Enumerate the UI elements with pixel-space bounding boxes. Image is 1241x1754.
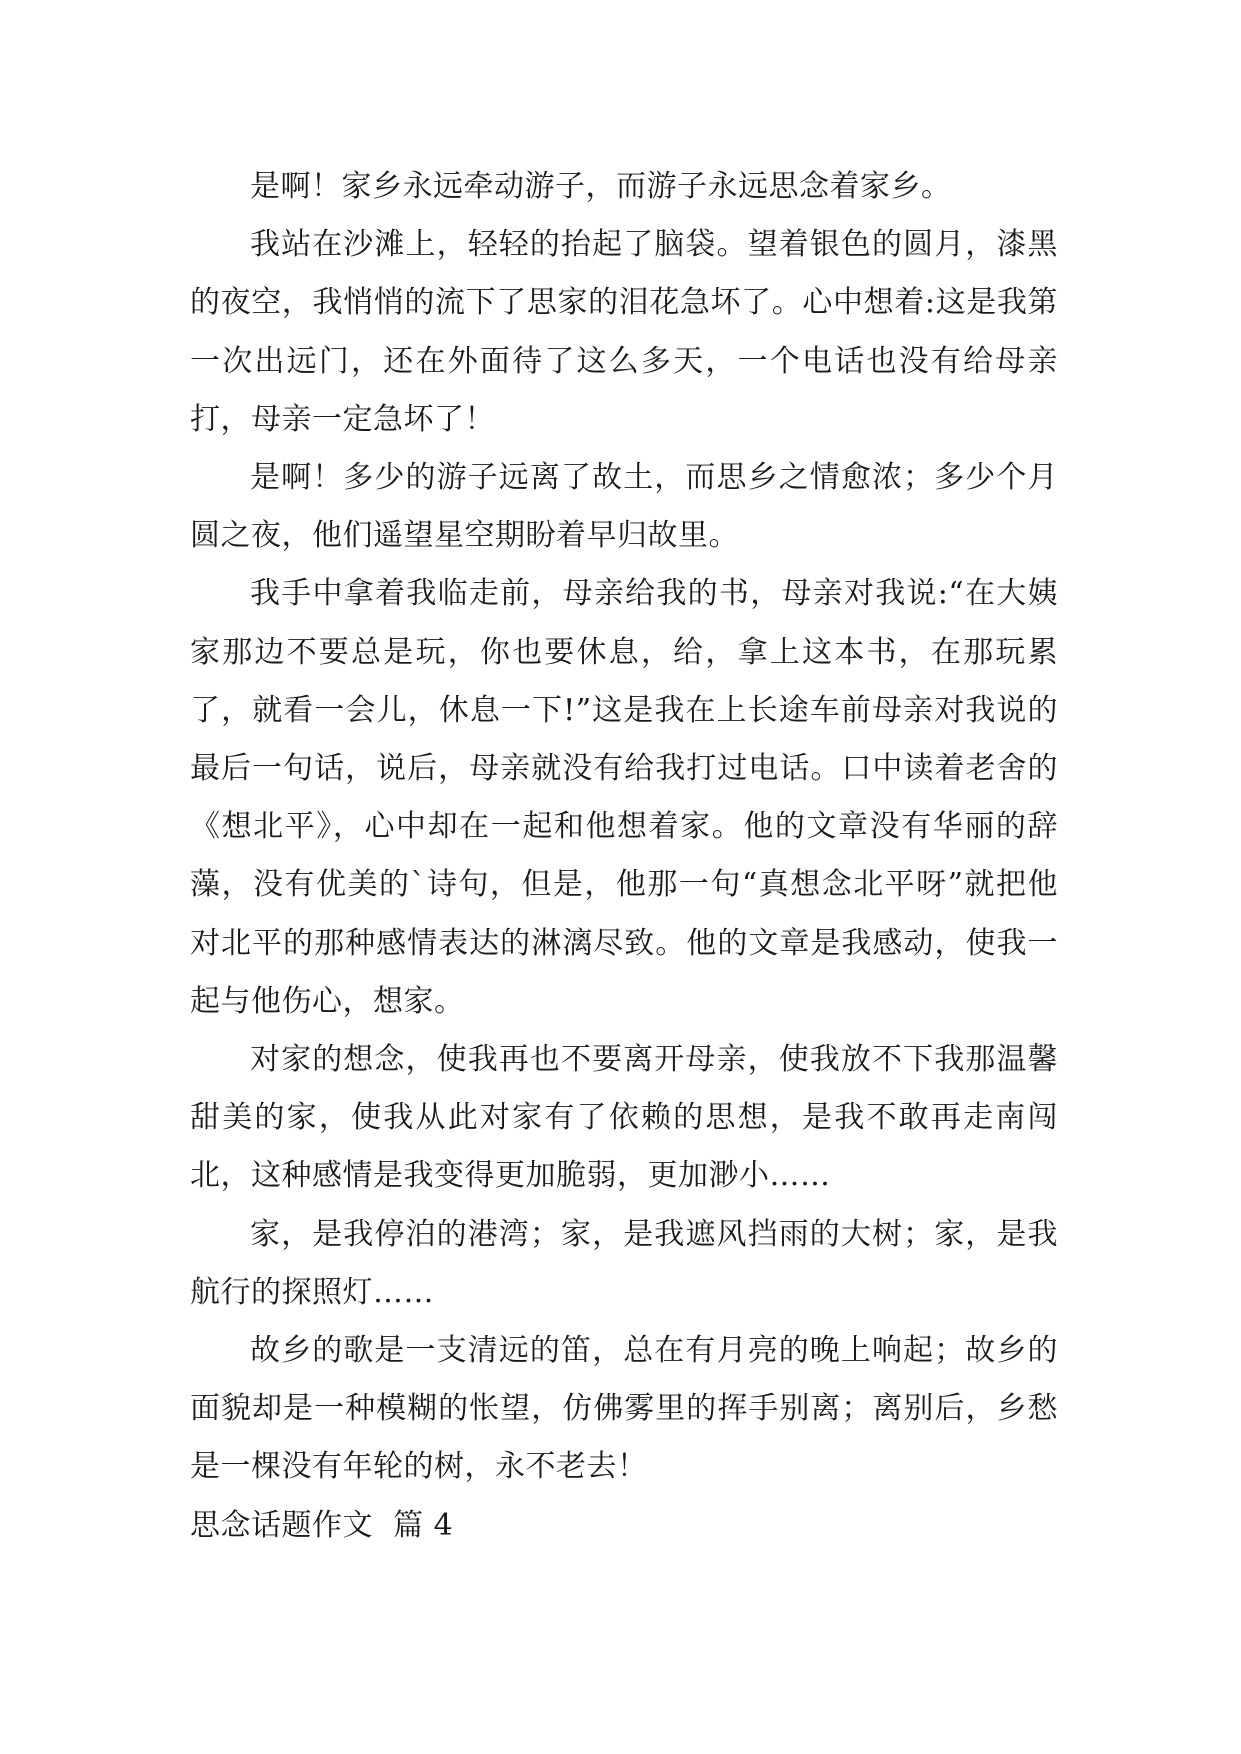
section-heading: 思念话题作文 篇 4 <box>190 1507 454 1543</box>
paragraph: 我手中拿着我临走前，母亲给我的书，母亲对我说:“在大姨家那边不要总是玩，你也要休息，给，拿上这本书，在那玩累了，就看一会儿，休息一下!”这是我在上长途车前母亲对我说的最后一句话，说后，母亲就没有给我打过电话。口中读着老舍的《想北平》，心中却在一起和他想着家。他的文章没有华丽的辞藻，没有优美的`诗句，但是，他那一句“真想念北平呀”就把他对北平的那种感情表达的淋漓尽致。他的文章是我感动，使我一起与他伤心，想家。 <box>190 576 1058 1019</box>
paragraph: 我站在沙滩上，轻轻的抬起了脑袋。望着银色的圆月，漆黑的夜空，我悄悄的流下了思家的泪花急坏了。心中想着:这是我第一次出远门，还在外面待了这么多天，一个电话也没有给母亲打，母亲一定急坏了！ <box>190 227 1058 437</box>
paragraph: 是啊！多少的游子远离了故土，而思乡之情愈浓；多少个月圆之夜，他们遥望星空期盼着早归故里。 <box>190 460 1058 554</box>
paragraph: 故乡的歌是一支清远的笛，总在有月亮的晚上响起；故乡的面貌却是一种模糊的怅望，仿佛雾里的挥手别离；离别后，乡愁是一棵没有年轮的树，永不老去！ <box>190 1333 1058 1485</box>
paragraph: 对家的想念，使我再也不要离开母亲，使我放不下我那温馨甜美的家，使我从此对家有了依赖的思想，是我不敢再走南闯北，这种感情是我变得更加脆弱，更加渺小…… <box>190 1042 1058 1194</box>
document-body <box>190 158 1058 1555</box>
paragraph: 家，是我停泊的港湾；家，是我遮风挡雨的大树；家，是我航行的探照灯…… <box>190 1216 1058 1310</box>
paragraph: 是啊！家乡永远牵动游子，而游子永远思念着家乡。 <box>250 169 952 204</box>
